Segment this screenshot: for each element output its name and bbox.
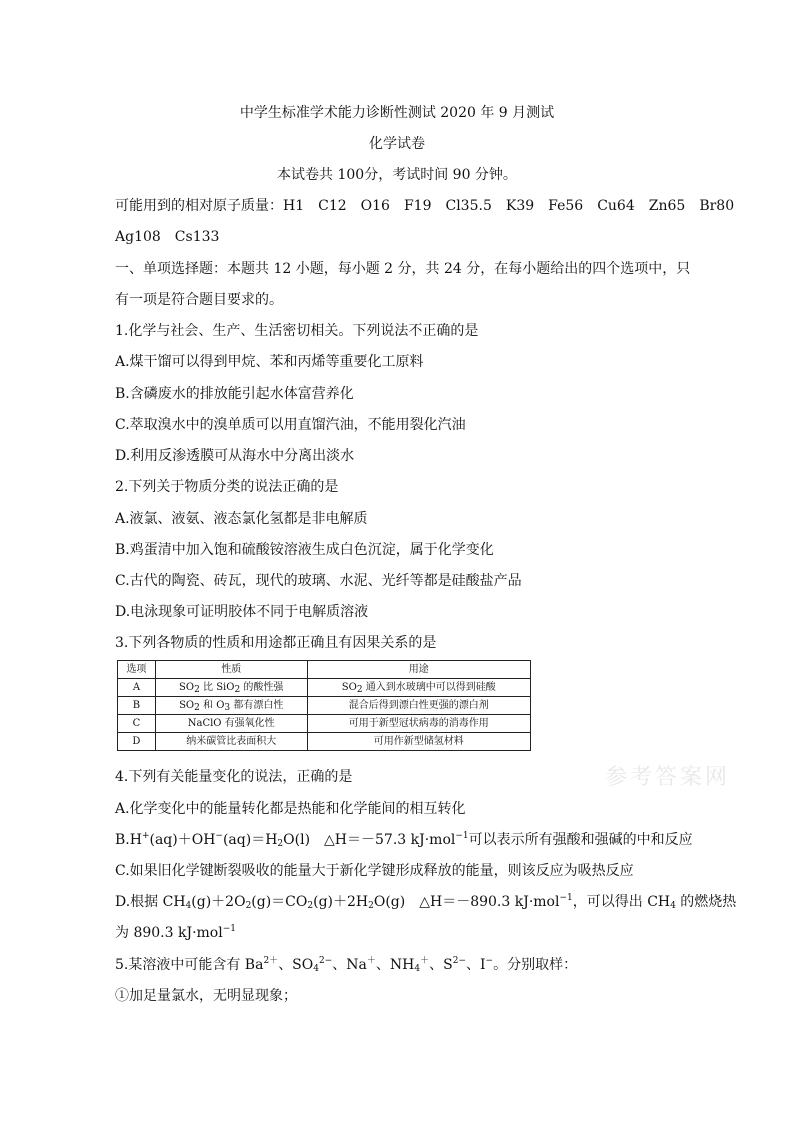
option-cell: C <box>118 715 156 733</box>
atomic-mass-item: Fe56 <box>548 198 584 214</box>
q2-option-a: A.液氯、液氨、液态氯化氢都是非电解质 <box>115 511 368 527</box>
exam-subject: 化学试卷 <box>369 136 425 152</box>
q1-stem: 1.化学与社会、生产、生活密切相关。下列说法不正确的是 <box>115 323 479 339</box>
atomic-mass-item: Br80 <box>699 198 735 214</box>
section-heading-cont: 有一项是符合题目要求的。 <box>115 292 283 308</box>
q4-option-d-cont: 为 890.3 kJ·mol$^{-1}$ <box>115 924 236 941</box>
atomic-mass-item: Cl35.5 <box>445 198 492 214</box>
table-row <box>118 679 531 697</box>
exam-intro: 本试卷共 100分，考试时间 90 分钟。 <box>277 167 517 183</box>
atomic-mass-item: O16 <box>360 198 390 214</box>
section-heading: 一、单项选择题：本题共 12 小题，每小题 2 分，共 24 分，在每小题给出的四个选项中，只 <box>115 261 691 277</box>
q3-stem: 3.下列各物质的性质和用途都正确且有因果关系的是 <box>115 635 437 651</box>
table-row <box>118 733 531 751</box>
atomic-mass-item: Zn65 <box>648 198 686 214</box>
property-cell: SO2 比 SiO2 的酸性强 <box>155 679 307 697</box>
atomic-mass-item: K39 <box>505 198 535 214</box>
q5-step-1: ①加足量氯水，无明显现象； <box>115 988 297 1004</box>
q2-option-c: C.古代的陶瓷、砖瓦，现代的玻璃、水泥、光纤等都是硅酸盐产品 <box>115 573 522 589</box>
table-row <box>118 715 531 733</box>
q2-stem: 2.下列关于物质分类的说法正确的是 <box>115 479 339 495</box>
property-cell: NaClO 有强氧化性 <box>155 715 307 733</box>
atomic-mass-line <box>115 198 734 214</box>
q4-option-a: A.化学变化中的能量转化都是热能和化学能间的相互转化 <box>115 801 466 817</box>
atomic-mass-item: F19 <box>403 198 432 214</box>
use-cell: 可用于新型冠状病毒的消毒作用 <box>307 715 530 733</box>
option-cell: B <box>118 697 156 715</box>
q4-stem: 4.下列有关能量变化的说法，正确的是 <box>115 769 353 785</box>
column-header: 选项 <box>118 661 156 679</box>
column-header: 用途 <box>307 661 530 679</box>
q4-option-b: $B.H^+(aq)+OH^-(aq)=H_2O(l)$ △H＝－57.3 kJ·mol$^{-1}$可以表示所有强酸和强碱的中和反应 <box>115 831 693 849</box>
atomic-mass-item: H1 <box>283 198 305 214</box>
q1-option-b: B.含磷废水的排放能引起水体富营养化 <box>115 386 354 402</box>
atomic-mass-item: Cu64 <box>597 198 635 214</box>
q4-option-d: D.根据 $CH_4(g)+2O_2(g)=CO_2(g)+2H_2O(g)$ △H＝－890.3 kJ·mol$^{-1}$，可以得出 $CH_4$ 的燃烧热 <box>115 893 737 911</box>
property-cell: 纳米碳管比表面积大 <box>155 733 307 751</box>
q1-option-d: D.利用反渗透膜可从海水中分离出淡水 <box>115 448 355 464</box>
use-cell: SO2 通入到水玻璃中可以得到硅酸 <box>307 679 530 697</box>
option-cell: D <box>118 733 156 751</box>
table-header-row <box>118 661 531 679</box>
atomic-mass-label: 可能用到的相对原子质量： <box>115 198 283 214</box>
q1-option-a: A.煤干馏可以得到甲烷、苯和丙烯等重要化工原料 <box>115 354 424 370</box>
watermark: 参考答案网 <box>605 765 731 790</box>
atomic-mass-item: Ag108 <box>115 229 161 245</box>
use-cell: 可用作新型储氢材料 <box>307 733 530 751</box>
exam-title: 中学生标准学术能力诊断性测试 2020 年 9 月测试 <box>239 105 555 121</box>
q2-option-b: B.鸡蛋清中加入饱和硫酸铵溶液生成白色沉淀，属于化学变化 <box>115 542 494 558</box>
column-header: 性质 <box>155 661 307 679</box>
table-row <box>118 697 531 715</box>
q3-options-table <box>117 660 531 751</box>
q2-option-d: D.电泳现象可证明胶体不同于电解质溶液 <box>115 604 369 620</box>
property-cell: SO2 和 O3 都有漂白性 <box>155 697 307 715</box>
q4-option-c: C.如果旧化学键断裂吸收的能量大于新化学键形成释放的能量，则该反应为吸热反应 <box>115 863 634 879</box>
use-cell: 混合后得到漂白性更强的漂白剂 <box>307 697 530 715</box>
q1-option-c: C.萃取溴水中的溴单质可以用直馏汽油，不能用裂化汽油 <box>115 417 466 433</box>
option-cell: A <box>118 679 156 697</box>
atomic-mass-item: C12 <box>318 198 347 214</box>
atomic-mass-line-2 <box>115 229 219 245</box>
q5-stem: 5.某溶液中可能含有 $Ba^{2+}$、$SO_4^{2-}$、Na＋、$NH_4^+$、$S^{2-}$、I−。分别取样： <box>115 956 578 974</box>
atomic-mass-item: Cs133 <box>174 229 220 245</box>
